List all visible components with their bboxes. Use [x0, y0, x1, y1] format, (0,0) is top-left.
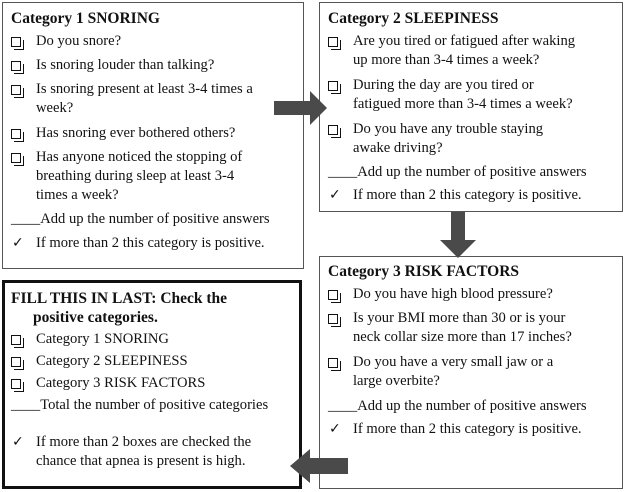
question-breathing-stop-line1: Has anyone noticed the stopping of	[36, 149, 243, 165]
category-3-title: Category 3 RISK FACTORS	[328, 263, 520, 280]
category-1-title: Category 1 SNORING	[11, 10, 160, 27]
question-tired-waking-line1: Are you tired or fatigued after waking	[353, 33, 576, 49]
final-title-line1: FILL THIS IN LAST: Check the	[11, 290, 228, 307]
final-category-1: Category 1 SNORING	[36, 331, 169, 347]
question-bmi-line2: neck collar size more than 17 inches?	[353, 329, 572, 345]
category-3-box	[319, 256, 623, 489]
question-snore-frequency-line2: week?	[36, 100, 74, 116]
question-tired-day-line2: fatigued more than 3-4 times a week?	[353, 96, 573, 112]
category-2-box	[319, 2, 623, 212]
bmi-checkbox[interactable]	[328, 314, 338, 324]
category-1-box	[2, 2, 304, 269]
category-1-checkbox[interactable]	[11, 335, 21, 345]
category-rule: If more than 2 this category is positive.	[353, 421, 582, 437]
checkmark-icon: ✓	[12, 434, 24, 450]
question-tired-waking-line2: up more than 3-4 times a week?	[353, 52, 540, 68]
question-jaw-line2: large overbite?	[353, 373, 440, 389]
checkmark-icon: ✓	[329, 421, 341, 437]
final-rule-line2: chance that apnea is present is high.	[36, 453, 246, 469]
question-breathing-stop-line3: times a week?	[36, 187, 119, 203]
category-2-checkbox[interactable]	[11, 357, 21, 367]
total-categories-line: ____Total the number of positive categories	[11, 397, 269, 413]
question-tired-day-line1: During the day are you tired or	[353, 77, 534, 93]
final-category-2: Category 2 SLEEPINESS	[36, 353, 188, 369]
jaw-checkbox[interactable]	[328, 358, 338, 368]
final-summary-box	[2, 280, 302, 489]
final-category-3: Category 3 RISK FACTORS	[36, 375, 206, 391]
breathing-stop-checkbox[interactable]	[11, 153, 21, 163]
checkmark-icon: ✓	[329, 187, 341, 203]
question-snore-bothered: Has snoring ever bothered others?	[36, 125, 236, 141]
category-3-checkbox[interactable]	[11, 379, 21, 389]
question-blood-pressure: Do you have high blood pressure?	[353, 286, 553, 302]
category-rule: If more than 2 this category is positive.	[353, 187, 582, 203]
question-awake-driving-line2: awake driving?	[353, 140, 443, 156]
arrow-down-shape	[440, 212, 476, 258]
add-answers-line: ____Add up the number of positive answers	[328, 398, 587, 414]
snore-frequency-checkbox[interactable]	[11, 85, 21, 95]
question-snore-loud: Is snoring louder than talking?	[36, 57, 215, 73]
add-answers-line: ____Add up the number of positive answers	[328, 164, 587, 180]
question-breathing-stop-line2: breathing during sleep at least 3-4	[36, 168, 235, 184]
question-snore-frequency-line1: Is snoring present at least 3-4 times a	[36, 81, 253, 97]
snore-checkbox[interactable]	[11, 37, 21, 47]
blood-pressure-checkbox[interactable]	[328, 290, 338, 300]
final-title-line2: positive categories.	[33, 309, 158, 326]
question-awake-driving-line1: Do you have any trouble staying	[353, 121, 544, 137]
tired-day-checkbox[interactable]	[328, 81, 338, 91]
snore-bothered-checkbox[interactable]	[11, 129, 21, 139]
snore-loud-checkbox[interactable]	[11, 61, 21, 71]
final-rule-line1: If more than 2 boxes are checked the	[36, 434, 252, 450]
checkmark-icon: ✓	[12, 235, 24, 251]
awake-driving-checkbox[interactable]	[328, 125, 338, 135]
question-bmi-line1: Is your BMI more than 30 or is your	[353, 310, 566, 326]
category-2-title: Category 2 SLEEPINESS	[328, 10, 499, 27]
category-rule: If more than 2 this category is positive.	[36, 235, 265, 251]
add-answers-line: ____Add up the number of positive answers	[11, 211, 270, 227]
question-jaw-line1: Do you have a very small jaw or a	[353, 354, 554, 370]
tired-waking-checkbox[interactable]	[328, 37, 338, 47]
question-snore: Do you snore?	[36, 33, 122, 49]
